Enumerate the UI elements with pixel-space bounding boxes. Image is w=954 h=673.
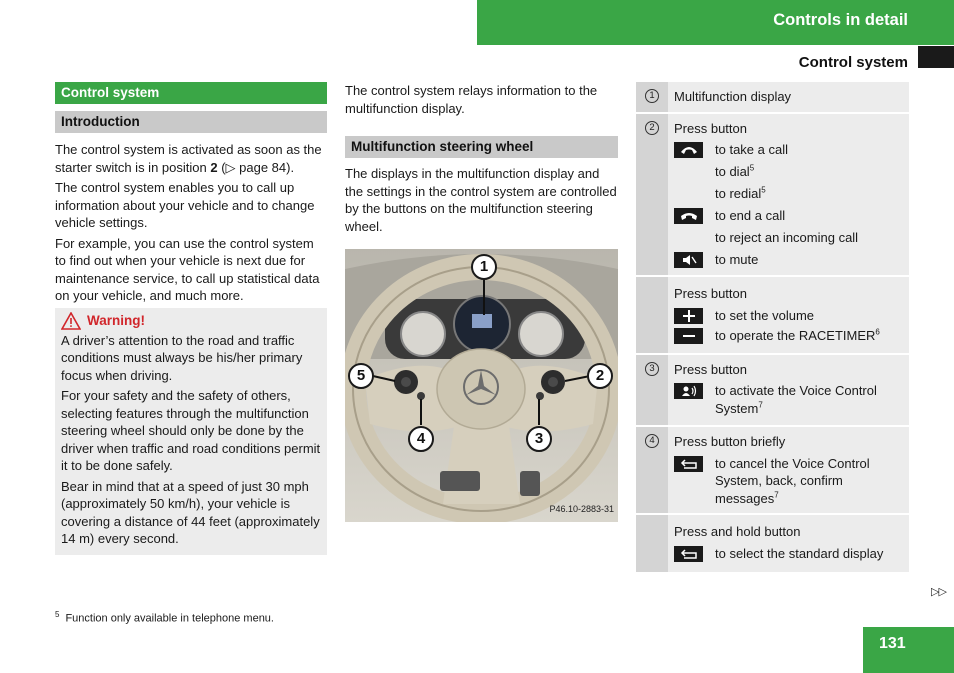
section-title: Control system	[798, 54, 908, 71]
callout-2: 2	[587, 363, 613, 389]
table-row	[636, 515, 909, 574]
footnote	[55, 606, 274, 628]
callout-4: 4	[408, 426, 434, 452]
warning-triangle-icon	[61, 312, 81, 330]
relay-paragraph: The control system relays information to the multifunction display.	[345, 83, 598, 116]
take-call-text: to take a call	[715, 142, 788, 157]
button-function-table	[636, 82, 909, 574]
phone-hangup-icon	[674, 208, 703, 224]
table-row: 3 Press button to activate the Voice Control System$^7$	[636, 355, 909, 428]
mute-text: to mute	[715, 252, 759, 267]
intro-paragraph-2: The control system enables you to call up information about your vehicle and to change vehicle settings.	[55, 180, 315, 230]
footnote-text: Function only available in telephone menu.	[65, 612, 274, 625]
warning-box	[55, 308, 327, 555]
warning-paragraph-1: A driver’s attention to the road and traffic conditions must always be his/her primary focus when driving.	[61, 332, 303, 383]
row-heading: Press and hold button	[674, 524, 801, 539]
row-heading: Press button	[674, 361, 747, 377]
intro-paragraph-1: The control system is activated as soon as the starter switch is in position 2 (▷ page 84).	[55, 142, 322, 175]
steering-wheel-heading: Multifunction steering wheel	[345, 136, 618, 158]
mute-icon	[674, 252, 703, 268]
row-heading: Press button briefly	[674, 434, 786, 449]
row-heading: Press button	[674, 286, 747, 301]
page-number: 131	[879, 635, 906, 652]
column-left	[55, 82, 327, 555]
row-heading: Press button	[674, 120, 747, 136]
plus-icon	[674, 308, 703, 324]
voice-control-text: to activate the Voice Control System	[715, 383, 877, 416]
back-icon	[674, 546, 703, 562]
column-middle	[345, 82, 618, 238]
callout-3: 3	[526, 426, 552, 452]
warning-paragraph-2: For your safety and the safety of others, selecting features through the multifunction steering wheel should only be done by the driver when traffic and road conditions permit it to be done safely.	[61, 388, 321, 473]
reject-call-text: to reject an incoming call	[715, 230, 859, 245]
photo-code: P46.10-2883-31	[549, 503, 614, 514]
callout-1: 1	[471, 254, 497, 280]
warning-paragraph-3: Bear in mind that at a speed of just 30 mph (approximately 50 km/h), your vehicle is covering a distance of 44 feet (approximately 14 m) every second.	[61, 478, 320, 546]
side-tab-marker	[918, 46, 954, 68]
redial-text: to redial	[715, 186, 762, 201]
table-row	[636, 82, 909, 114]
row-number: 2	[645, 121, 659, 135]
steering-wheel-illustration	[345, 249, 618, 522]
chapter-title: Controls in detail	[773, 11, 908, 29]
row-number: 3	[645, 362, 659, 376]
subsection-heading: Introduction	[55, 111, 327, 133]
row-text: Multifunction display	[674, 89, 792, 104]
row-number: 1	[645, 89, 659, 103]
header-bar	[477, 0, 954, 45]
end-call-text: to end a call	[715, 208, 786, 223]
intro-paragraph-3: For example, you can use the control system to find out when your vehicle is next due for maintenance service, to call up statistical data on your vehicle, and much more.	[55, 235, 320, 303]
table-row: 4 Press button briefly to cancel the Voice Control System, back, confirm messages$^7$	[636, 427, 909, 515]
standard-display-text: to select the standard display	[715, 545, 884, 561]
cancel-voice-text: to cancel the Voice Control System, back, confirm messages	[715, 455, 870, 506]
row-number: 4	[645, 434, 659, 448]
continue-arrows-icon: ▷▷	[931, 586, 946, 598]
page-number-box	[863, 627, 954, 673]
volume-text: to set the volume	[715, 307, 814, 323]
table-row: Press button to set the volume to operate the RACETIMER$^6$	[636, 277, 909, 355]
section-heading: Control system	[55, 82, 327, 104]
voice-control-icon	[674, 383, 703, 399]
phone-pickup-icon	[674, 142, 703, 158]
minus-icon	[674, 328, 703, 344]
table-row: 2 Press button to take a call to dial$^5$ to redial$^5$ to end a call to reject an incoming call to mute	[636, 114, 909, 278]
dial-text: to dial	[715, 164, 750, 179]
back-icon	[674, 456, 703, 472]
footnote-mark: 5	[55, 610, 60, 619]
warning-label: Warning!	[87, 312, 145, 328]
steering-wheel-paragraph: The displays in the multifunction display and the settings in the control system are controlled by the buttons on the multifunction steering wheel.	[345, 166, 617, 234]
warning-header	[61, 312, 321, 330]
steering-wheel-photo	[345, 249, 618, 522]
racetimer-text: to operate the RACETIMER	[715, 327, 876, 343]
callout-5: 5	[348, 363, 374, 389]
